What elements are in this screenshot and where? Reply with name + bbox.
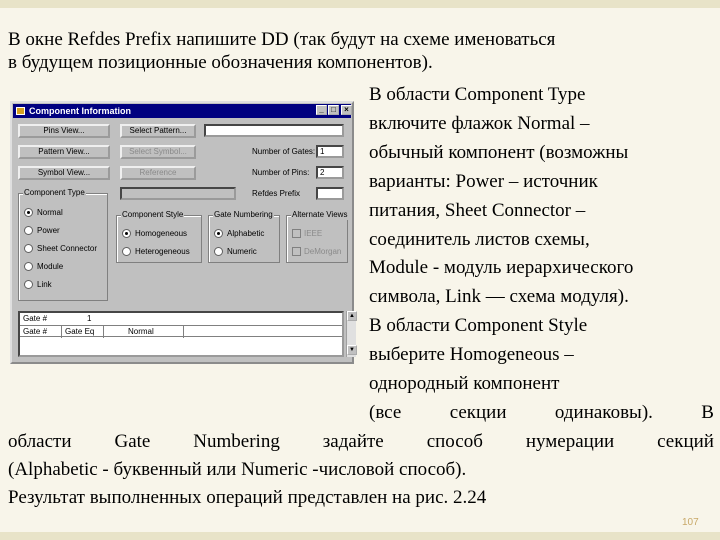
- component-style-label: Component Style: [122, 210, 184, 219]
- select-pattern-button[interactable]: Select Pattern...: [120, 124, 196, 138]
- dialog-titlebar: [13, 104, 351, 118]
- slide-text-line-last-1: (Alphabetic - буквенный или Numeric -числовой способ).: [8, 459, 467, 480]
- normal-option-label: Normal: [37, 208, 63, 217]
- right-line: обычный компонент (возможны: [369, 142, 629, 163]
- word: нумерации: [525, 431, 615, 452]
- word: секций: [657, 431, 714, 452]
- word: одинаковы).: [554, 402, 653, 423]
- grid-gate-value: 1: [87, 314, 92, 323]
- refdes-prefix-input[interactable]: [316, 187, 344, 200]
- module-radio[interactable]: [24, 262, 33, 271]
- column-header-gate-number[interactable]: Gate #: [20, 326, 62, 338]
- right-line: однородный компонент: [369, 373, 560, 394]
- sheet-connector-option-label: Sheet Connector: [37, 244, 98, 253]
- alternate-views-label: Alternate Views: [292, 210, 348, 219]
- alternate-views-group: [286, 210, 348, 263]
- gate-numbering-label: Gate Numbering: [214, 210, 273, 219]
- reference-button[interactable]: Reference: [120, 166, 196, 180]
- column-header-gate-eq[interactable]: Gate Eq: [62, 326, 104, 338]
- heterogeneous-radio[interactable]: [122, 247, 131, 256]
- alphabetic-option-label: Alphabetic: [227, 229, 265, 238]
- sheet-connector-radio[interactable]: [24, 244, 33, 253]
- pins-view-button[interactable]: Pins View...: [18, 124, 110, 138]
- power-option-label: Power: [37, 226, 60, 235]
- word: области: [8, 431, 72, 452]
- page-number: 107: [682, 517, 699, 528]
- module-option-label: Module: [37, 262, 64, 271]
- justified-line-2: [8, 431, 714, 453]
- slide-line-1-text: В окне Refdes Prefix напишите DD (так будут на схеме именоваться: [8, 29, 556, 50]
- word: Gate: [114, 431, 151, 452]
- heterogeneous-option-label: Heterogeneous: [135, 247, 190, 256]
- ieee-option-label: IEEE: [304, 229, 323, 238]
- justified-line-1: [369, 402, 714, 424]
- demorgan-option-label: DeMorgan: [304, 247, 342, 256]
- column-header-normal[interactable]: Normal: [104, 326, 184, 338]
- normal-radio[interactable]: [24, 208, 33, 217]
- app-icon: [16, 107, 25, 115]
- number-of-gates-input[interactable]: 1: [316, 145, 344, 158]
- number-of-gates-label: Number of Gates:: [252, 147, 316, 156]
- link-option-label: Link: [37, 280, 52, 289]
- top-decor-bar: [0, 0, 720, 8]
- right-line: символа, Link — схема модуля).: [369, 286, 629, 307]
- homogeneous-radio[interactable]: [122, 229, 131, 238]
- slide-text-line-last-2: Результат выполненных операций представлен на рис. 2.24: [8, 487, 487, 508]
- grid-gate-label: Gate #: [23, 314, 48, 323]
- minimize-button[interactable]: _: [316, 105, 327, 115]
- grid-top-row: [20, 313, 342, 325]
- word: Numbering: [193, 431, 280, 452]
- component-type-group: [18, 188, 108, 301]
- right-line: Module - модуль иерархического: [369, 257, 634, 278]
- component-information-dialog: [10, 101, 354, 364]
- alphabetic-radio[interactable]: [214, 229, 223, 238]
- symbol-view-button[interactable]: Symbol View...: [18, 166, 110, 180]
- gate-grid[interactable]: [18, 311, 344, 357]
- word: задайте: [322, 431, 384, 452]
- word: способ: [426, 431, 483, 452]
- right-line: соединитель листов схемы,: [369, 229, 590, 250]
- right-line: варианты: Power – источник: [369, 171, 598, 192]
- dialog-title: Component Information: [29, 106, 131, 116]
- pattern-name-field[interactable]: [204, 124, 344, 137]
- pattern-view-button[interactable]: Pattern View...: [18, 145, 110, 159]
- right-line: выберите Homogeneous –: [369, 344, 574, 365]
- demorgan-checkbox[interactable]: [292, 247, 301, 256]
- word: (все: [369, 402, 402, 423]
- select-symbol-button[interactable]: Select Symbol...: [120, 145, 196, 159]
- component-type-label: Component Type: [24, 188, 85, 197]
- close-button[interactable]: ×: [341, 105, 352, 115]
- right-line: питания, Sheet Connector –: [369, 200, 586, 221]
- scroll-down-arrow-icon[interactable]: ▼: [347, 345, 357, 355]
- slide-text-line-2: в будущем позиционные обозначения компонентов).: [8, 52, 433, 73]
- word: В: [701, 402, 714, 423]
- ieee-checkbox[interactable]: [292, 229, 301, 238]
- numeric-option-label: Numeric: [227, 247, 257, 256]
- grid-scrollbar[interactable]: [346, 311, 356, 357]
- refdes-prefix-label: Refdes Prefix: [252, 189, 301, 198]
- right-line: включите флажок Normal –: [369, 113, 590, 134]
- word: секции: [449, 402, 507, 423]
- scroll-up-arrow-icon[interactable]: ▲: [347, 311, 357, 321]
- maximize-button[interactable]: □: [328, 105, 339, 115]
- reference-field: [120, 187, 236, 200]
- numeric-radio[interactable]: [214, 247, 223, 256]
- right-line: В области Component Style: [369, 315, 588, 336]
- number-of-pins-input[interactable]: 2: [316, 166, 344, 179]
- link-radio[interactable]: [24, 280, 33, 289]
- grid-header-row: [20, 325, 342, 337]
- component-style-group: [116, 210, 202, 263]
- gate-numbering-group: [208, 210, 280, 263]
- power-radio[interactable]: [24, 226, 33, 235]
- number-of-pins-label: Number of Pins:: [252, 168, 310, 177]
- homogeneous-option-label: Homogeneous: [135, 229, 188, 238]
- bottom-decor-bar: [0, 532, 720, 540]
- right-line: В области Component Type: [369, 84, 586, 105]
- slide-text-line-1: [8, 29, 714, 51]
